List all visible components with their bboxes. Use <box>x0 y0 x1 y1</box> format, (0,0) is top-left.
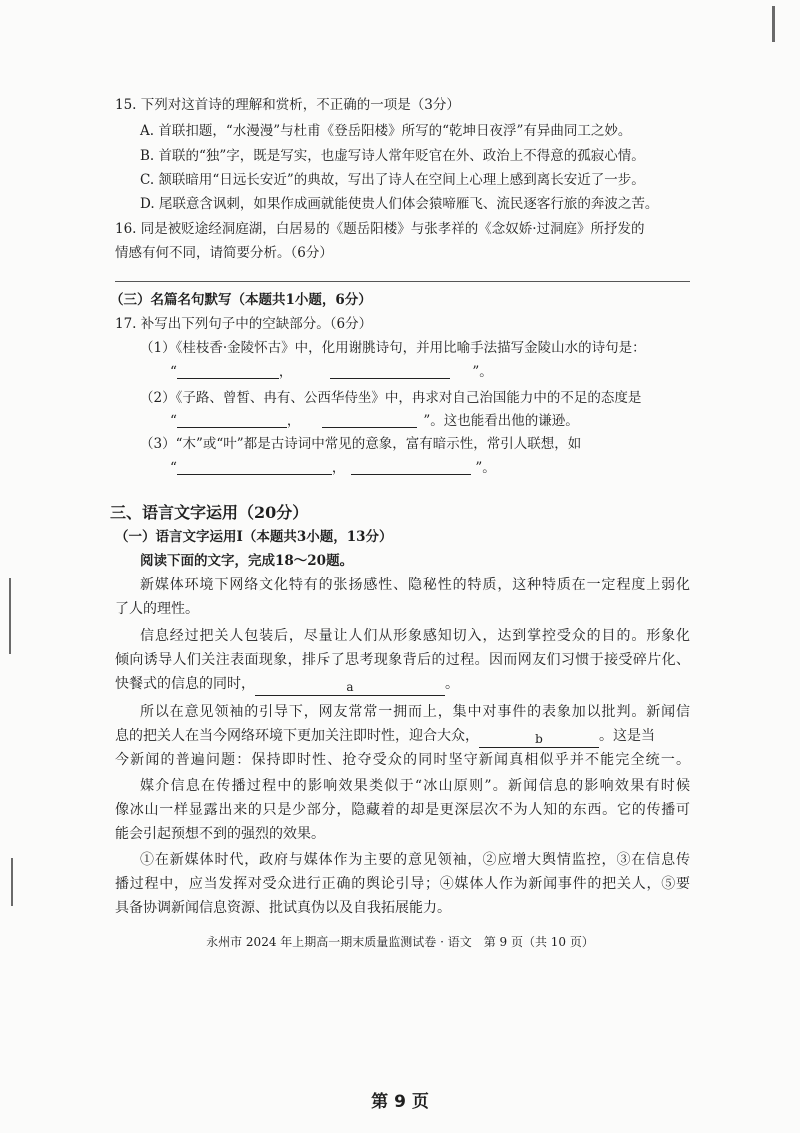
exam-footer: 永州市 2024 年上期高一期末质量监测试卷 · 语文 第 9 页（共 10 页） <box>206 935 594 949</box>
open-quote: “ <box>170 413 177 429</box>
q17-item-2-blanks <box>170 411 579 431</box>
passage-text: 息的把关人在当今网络环境下更加关注即时性，迎合大众， <box>115 728 479 744</box>
passage-line: 播过程中，应当发挥对受众进行正确的舆论引导；④媒体人作为新闻事件的把关人，⑤要 <box>115 876 690 892</box>
fill-blank <box>322 412 417 428</box>
q15-stem: 15. 下列对这首诗的理解和赏析，不正确的一项是（3分） <box>115 97 460 113</box>
passage-line: 具备协调新闻信息资源、批试真伪以及自我拓展能力。 <box>115 900 451 916</box>
reading-instruction: 阅读下面的文字，完成18～20题。 <box>140 553 354 569</box>
open-quote: “ <box>170 364 177 380</box>
answer-divider <box>115 281 690 282</box>
passage-text: 。 <box>445 676 459 692</box>
answer-blank-a: a <box>255 680 445 696</box>
fill-blank <box>177 363 279 379</box>
q17-item-3-prompt: （3）“木”或“叶”都是古诗词中常见的意象，富有暗示性，常引人联想，如 <box>140 436 582 452</box>
fill-blank <box>351 459 471 475</box>
q16-line-1: 16. 同是被贬途经洞庭湖，白居易的《题岳阳楼》与张孝祥的《念奴娇·过洞庭》所抒发的 <box>115 221 645 237</box>
section-heading: 三、语言文字运用（20分） <box>110 503 309 522</box>
q15-option-d: D. 尾联意含讽刺，如果作成画就能使贵人们体会猿啼雁飞、流民逐客行旅的奔波之苦。 <box>140 196 659 212</box>
page-number-label: 第 9 页 <box>371 1092 429 1112</box>
passage-line: ①在新媒体时代，政府与媒体作为主要的意见领袖，②应增大舆情监控，③在信息传 <box>140 852 690 868</box>
passage-line: 所以在意见领袖的引导下，网友常常一拥而上，集中对事件的表象加以批判。新闻信 <box>140 704 690 720</box>
q17-item-3-blanks <box>170 458 496 478</box>
q17-stem: 17. 补写出下列句子中的空缺部分。（6分） <box>115 316 373 332</box>
q17-item-1-blanks <box>170 362 493 382</box>
scan-mark-top-right <box>772 6 775 42</box>
passage-line: 能会引起预想不到的强烈的效果。 <box>115 826 325 842</box>
q15-option-b: B. 首联的“独”字，既是写实，也虚写诗人常年贬官在外、政治上不得意的孤寂心情。 <box>140 148 645 164</box>
answer-blank-b: b <box>479 732 599 748</box>
passage-line: 新媒体环境下网络文化特有的张扬感性、隐秘性的特质，这种特质在一定程度上弱化 <box>140 577 690 593</box>
separator: ， <box>286 413 301 429</box>
q17-item-1-prompt: （1）《桂枝香·金陵怀古》中，化用谢朓诗句，并用比喻手法描写金陵山水的诗句是： <box>140 340 646 356</box>
subsection-heading: （一）语言文字运用Ⅰ（本题共3小题，13分） <box>115 529 393 545</box>
passage-line: 了人的理性。 <box>115 601 199 617</box>
separator: ， <box>278 364 293 380</box>
passage-line-blank-b <box>115 726 655 748</box>
famous-lines-heading: （三）名篇名句默写（本题共1小题，6分） <box>110 292 372 308</box>
close-quote: ”。 <box>475 460 496 476</box>
scan-mark-left-upper <box>9 578 11 654</box>
fill-blank <box>330 363 450 379</box>
passage-line: 倾向诱导人们关注表面现象，排斥了思考现象背后的过程。因而网友们习惯于接受碎片化、 <box>115 652 690 668</box>
passage-text: 。这是当 <box>599 728 655 744</box>
q17-item-2-prompt: （2）《子路、曾皙、冉有、公西华侍坐》中，冉求对自己治国能力中的不足的态度是 <box>140 390 642 406</box>
q16-line-2: 情感有何不同，请简要分析。（6分） <box>115 245 333 261</box>
fill-blank <box>177 412 287 428</box>
scan-mark-left-lower <box>11 858 13 906</box>
open-quote: “ <box>170 460 177 476</box>
separator: ， <box>331 460 346 476</box>
passage-line: 像冰山一样显露出来的只是少部分，隐藏着的却是更深层次不为人知的东西。它的传播可 <box>115 802 690 818</box>
q15-option-a: A. 首联扣题，“水漫漫”与杜甫《登岳阳楼》所写的“乾坤日夜浮”有异曲同工之妙。 <box>140 123 632 139</box>
passage-line: 今新闻的普遍问题：保持即时性、抢夺受众的同时坚守新闻真相似乎并不能完全统一。 <box>115 752 690 768</box>
passage-line-blank-a <box>115 674 459 696</box>
q15-option-c: C. 颔联暗用“日远长安近”的典故，写出了诗人在空间上心理上感到离长安近了一步。 <box>140 172 645 188</box>
close-quote: ”。 <box>472 364 493 380</box>
fill-blank <box>177 459 332 475</box>
close-quote: ”。这也能看出他的谦逊。 <box>423 413 579 429</box>
passage-line: 媒介信息在传播过程中的影响效果类似于“冰山原则”。新闻信息的影响效果有时候 <box>140 778 690 794</box>
passage-text: 快餐式的信息的同时， <box>115 676 255 692</box>
passage-line: 信息经过把关人包装后，尽量让人们从形象感知切入，达到掌控受众的目的。形象化 <box>140 628 690 644</box>
